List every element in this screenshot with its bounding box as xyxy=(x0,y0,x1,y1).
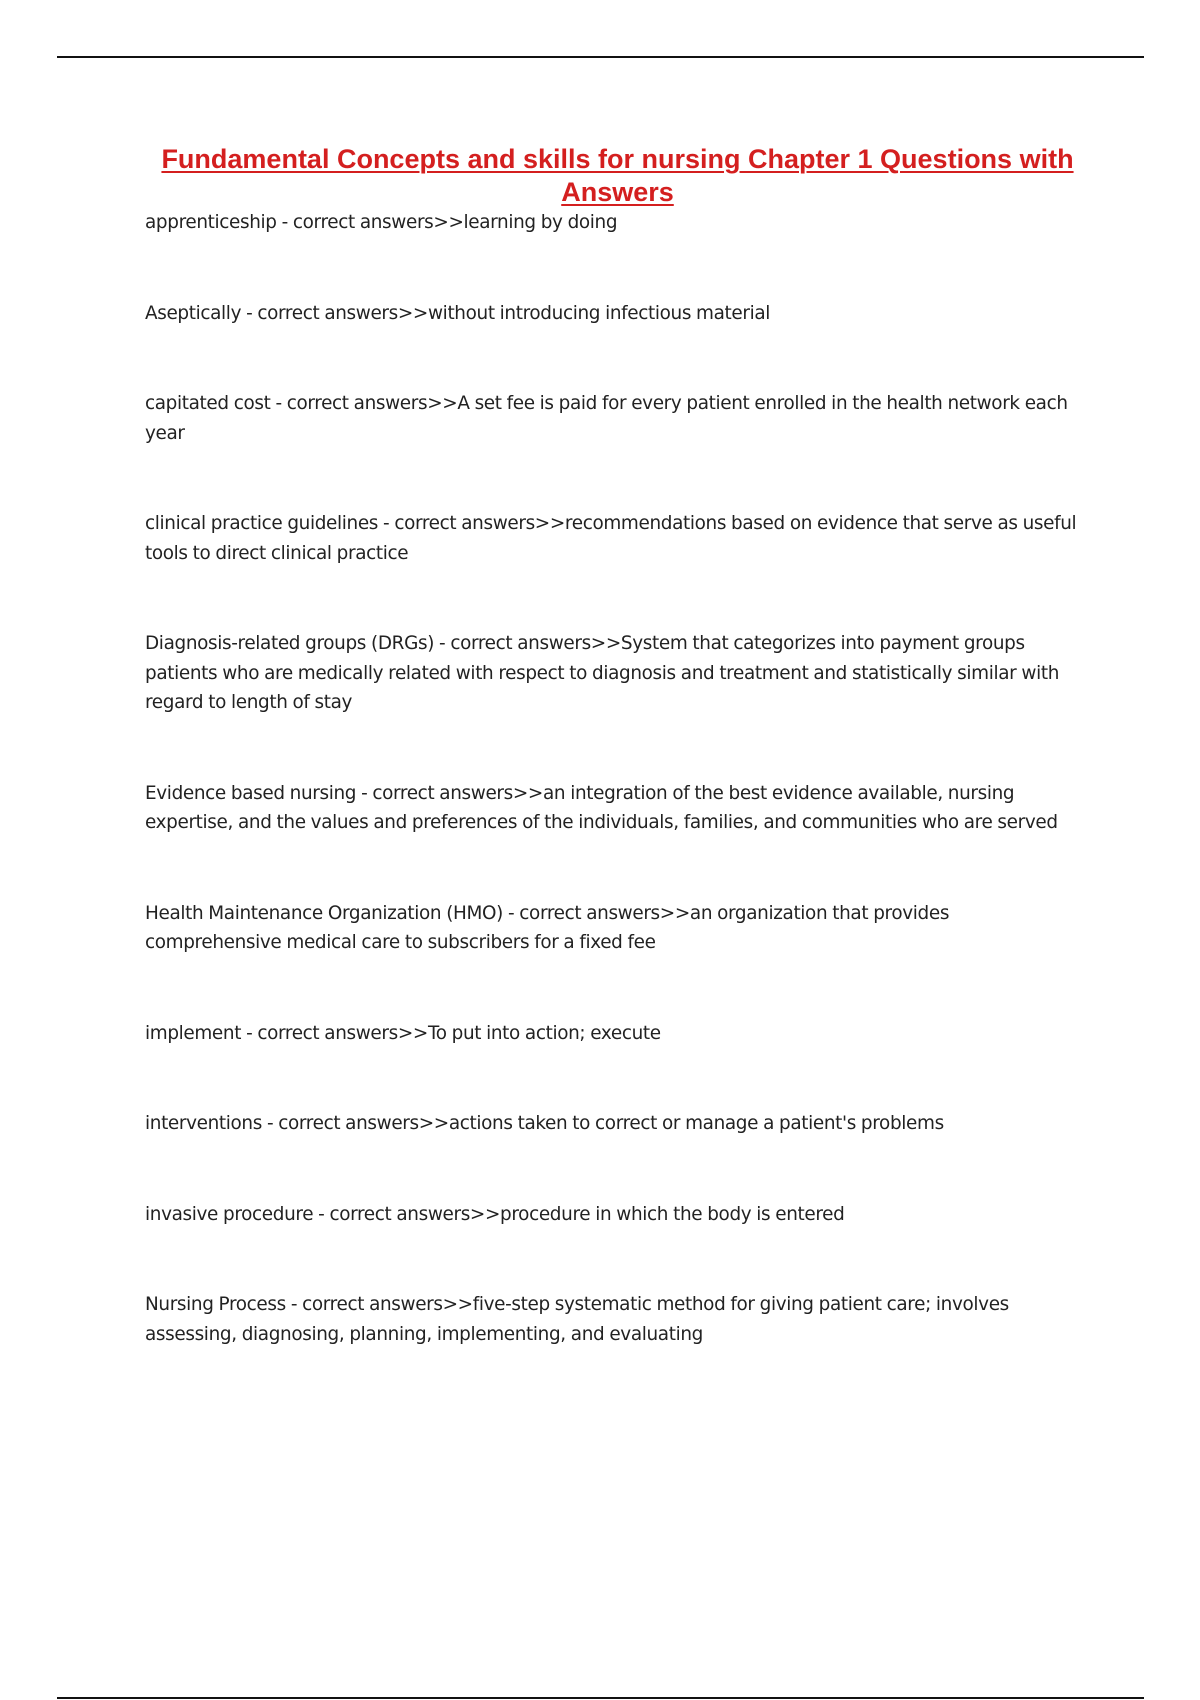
qa-entry-clinical-practice-guidelines: clinical practice guidelines - correct answers>>recommendations based on evidence that serve as useful tools to direct clinical practice xyxy=(145,513,1077,564)
qa-list xyxy=(145,208,1090,1410)
qa-entry-drgs: Diagnosis-related groups (DRGs) - correct answers>>System that categorizes into payment groups patients who are medically related with respect to diagnosis and treatment and statistically similar with regard to length of stay xyxy=(145,633,1059,713)
qa-entry-interventions: interventions - correct answers>>actions taken to correct or manage a patient's problems xyxy=(145,1113,944,1134)
qa-entry-implement: implement - correct answers>>To put into action; execute xyxy=(145,1022,661,1044)
qa-entry-evidence-based-nursing: Evidence based nursing - correct answers>>an integration of the best evidence available, nursing expertise, and the values and preferences of the individuals, families, and communities who are served xyxy=(145,782,1058,833)
qa-entry-invasive-procedure: invasive procedure - correct answers>>procedure in which the body is entered xyxy=(145,1203,845,1225)
qa-entry-capitated-cost: capitated cost - correct answers>>A set fee is paid for every patient enrolled in the health network each year xyxy=(145,393,1068,444)
qa-entry-apprenticeship: apprenticeship - correct answers>>learning by doing xyxy=(145,212,618,233)
qa-entry-nursing-process: Nursing Process - correct answers>>five-step systematic method for giving patient care; involves assessing, diagnosing, planning, implementing, and evaluating xyxy=(145,1294,1009,1345)
document-title: Fundamental Concepts and skills for nursing Chapter 1 Questions with Answers xyxy=(161,144,1074,207)
header-rule xyxy=(57,56,1144,58)
qa-entry-hmo: Health Maintenance Organization (HMO) - correct answers>>an organization that provides comprehensive medical care to subscribers for a fixed fee xyxy=(145,902,950,953)
qa-entry-aseptically: Aseptically - correct answers>>without introducing infectious material xyxy=(145,302,771,324)
footer-rule xyxy=(57,1697,1144,1699)
